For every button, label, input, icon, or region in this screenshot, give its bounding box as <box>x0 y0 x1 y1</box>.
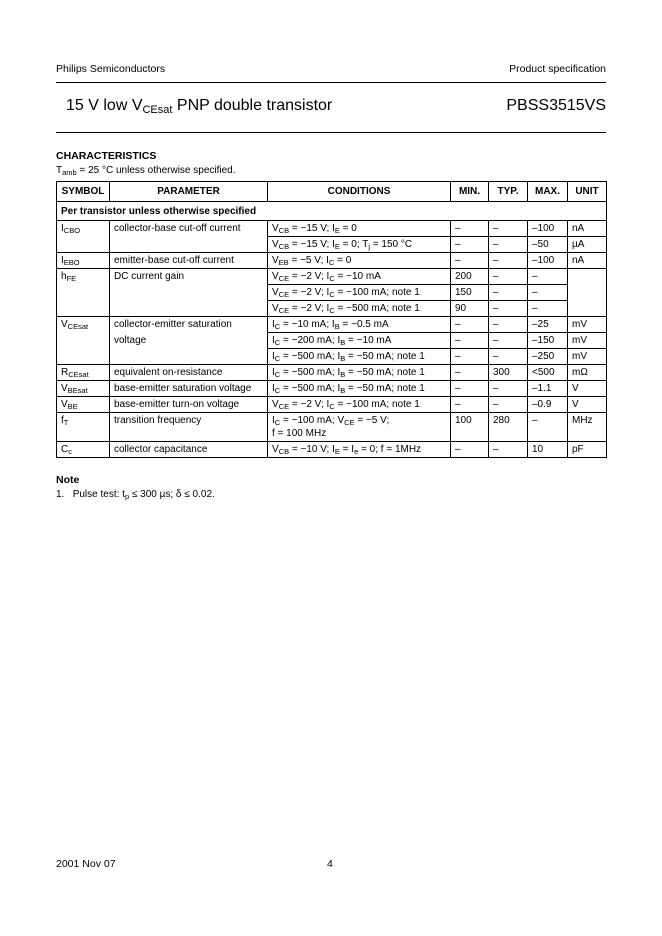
typ-cell: – <box>489 397 528 413</box>
conditions-cell: $V_{CB} = -10$ V; $I_E = I_e = 0$; f = 1MHz <box>268 442 451 458</box>
conditions-cell: $V_{CE} = -2$ V; $I_C = -100$ mA; note 1 <box>268 285 451 301</box>
title-prefix: 15 V low V <box>66 97 143 114</box>
conditions-cell: $V_{CB} = -15$ V; $I_E = 0$; $T_j = 150$ °C <box>268 237 451 253</box>
typ-cell: – <box>489 442 528 458</box>
unit-cell: nA <box>568 253 607 269</box>
typ-cell: – <box>489 237 528 253</box>
col-parameter: PARAMETER <box>110 182 268 202</box>
unit-cell: pF <box>568 442 607 458</box>
col-typ: TYP. <box>489 182 528 202</box>
min-cell: – <box>451 317 489 333</box>
title-suffix: PNP double transistor <box>172 97 333 114</box>
max-cell: – <box>528 413 568 442</box>
typ-cell: – <box>489 221 528 237</box>
symbol-cell: $C_c$ <box>57 442 110 458</box>
unit-cell: mV <box>568 333 607 349</box>
conditions-cell: $I_C = -10$ mA; $I_B = -0.5$ mA <box>268 317 451 333</box>
max-cell: –0.9 <box>528 397 568 413</box>
min-cell: – <box>451 349 489 365</box>
table-subheader-row <box>57 202 607 221</box>
col-conditions: CONDITIONS <box>268 182 451 202</box>
symbol-cell: $R_{CEsat}$ <box>57 365 110 381</box>
table-row <box>57 221 607 237</box>
typ-cell: – <box>489 253 528 269</box>
table-row <box>57 349 607 365</box>
symbol-cell: $V_{BEsat}$ <box>57 381 110 397</box>
conditions-cell: $I_C = -500$ mA; $I_B = -50$ mA; note 1 <box>268 365 451 381</box>
conditions-cell: $V_{EB} = -5$ V; $I_C = 0$ <box>268 253 451 269</box>
max-cell: –50 <box>528 237 568 253</box>
parameter-cell: collector-emitter saturation <box>110 317 268 333</box>
title-rule <box>56 132 606 133</box>
min-cell: – <box>451 333 489 349</box>
conditions-cell: $I_C = -500$ mA; $I_B = -50$ mA; note 1 <box>268 381 451 397</box>
max-cell: –1.1 <box>528 381 568 397</box>
table-row <box>57 317 607 333</box>
symbol-cell: $f_T$ <box>57 413 110 442</box>
header-company: Philips Semiconductors <box>56 63 166 75</box>
conditions-cell: $V_{CE} = -2$ V; $I_C = -500$ mA; note 1 <box>268 301 451 317</box>
parameter-cell: equivalent on-resistance <box>110 365 268 381</box>
max-cell: –250 <box>528 349 568 365</box>
conditions-cell: $V_{CE} = -2$ V; $I_C = -100$ mA; note 1 <box>268 397 451 413</box>
unit-cell: nA <box>568 221 607 237</box>
unit-cell <box>568 285 607 301</box>
table-row <box>57 333 607 349</box>
min-cell: – <box>451 221 489 237</box>
unit-cell: mΩ <box>568 365 607 381</box>
header-rule <box>56 82 606 83</box>
min-cell: – <box>451 237 489 253</box>
symbol-cell: $V_{BE}$ <box>57 397 110 413</box>
unit-cell: mV <box>568 349 607 365</box>
table-row <box>57 269 607 285</box>
typ-cell: – <box>489 269 528 285</box>
conditions-cell: $V_{CB} = -15$ V; $I_E = 0$ <box>268 221 451 237</box>
table-header-row <box>57 182 607 202</box>
table-row <box>57 237 607 253</box>
unit-cell <box>568 269 607 285</box>
section-conditions: $T_{amb} = 25$ °C unless otherwise specified. <box>56 165 236 177</box>
table-row <box>57 365 607 381</box>
min-cell: 150 <box>451 285 489 301</box>
max-cell: –150 <box>528 333 568 349</box>
table-row <box>57 442 607 458</box>
min-cell: – <box>451 397 489 413</box>
page-title <box>66 97 332 115</box>
unit-cell: MHz <box>568 413 607 442</box>
unit-cell: V <box>568 381 607 397</box>
symbol-cell: $V_{CEsat}$ <box>57 317 110 333</box>
table-row <box>57 285 607 301</box>
note-text: 1. Pulse test: $t_p \le 300$ µs; δ ≤ 0.02. <box>56 489 215 501</box>
unit-cell: mV <box>568 317 607 333</box>
max-cell: –100 <box>528 253 568 269</box>
title-sub: CEsat <box>142 104 173 116</box>
typ-cell: 280 <box>489 413 528 442</box>
parameter-cell: DC current gain <box>110 269 268 285</box>
unit-cell <box>568 301 607 317</box>
footer-date: 2001 Nov 07 <box>56 858 116 870</box>
min-cell: – <box>451 253 489 269</box>
parameter-cell: collector-base cut-off current <box>110 221 268 237</box>
typ-cell: – <box>489 349 528 365</box>
table-row <box>57 397 607 413</box>
col-min: MIN. <box>451 182 489 202</box>
subheader-cell: Per transistor unless otherwise specified <box>57 202 607 221</box>
conditions-cell: $I_C = -500$ mA; $I_B = -50$ mA; note 1 <box>268 349 451 365</box>
table-row <box>57 253 607 269</box>
table-row <box>57 413 607 442</box>
parameter-cell: transition frequency <box>110 413 268 442</box>
table-row <box>57 381 607 397</box>
conditions-cell: $I_C = -200$ mA; $I_B = -10$ mA <box>268 333 451 349</box>
min-cell: – <box>451 365 489 381</box>
col-unit: UNIT <box>568 182 607 202</box>
max-cell: – <box>528 301 568 317</box>
conditions-cell: $I_C = -100$ mA; $V_{CE} = -5$ V; f = 100 MHz <box>268 413 451 442</box>
section-heading: CHARACTERISTICS <box>56 150 157 162</box>
part-number: PBSS3515VS <box>506 97 606 114</box>
max-cell: –25 <box>528 317 568 333</box>
min-cell: 90 <box>451 301 489 317</box>
col-symbol: SYMBOL <box>57 182 110 202</box>
parameter-cell: collector capacitance <box>110 442 268 458</box>
header-doctype: Product specification <box>509 63 606 75</box>
typ-cell: 300 <box>489 365 528 381</box>
typ-cell: – <box>489 333 528 349</box>
conditions-cell: $V_{CE} = -2$ V; $I_C = -10$ mA <box>268 269 451 285</box>
parameter-cell: emitter-base cut-off current <box>110 253 268 269</box>
min-cell: 200 <box>451 269 489 285</box>
note-heading: Note <box>56 474 80 486</box>
table-row <box>57 301 607 317</box>
typ-cell: – <box>489 317 528 333</box>
max-cell: 10 <box>528 442 568 458</box>
min-cell: 100 <box>451 413 489 442</box>
max-cell: <500 <box>528 365 568 381</box>
footer-page-number: 4 <box>327 858 333 870</box>
max-cell: –100 <box>528 221 568 237</box>
typ-cell: – <box>489 285 528 301</box>
unit-cell: V <box>568 397 607 413</box>
symbol-cell: $I_{EBO}$ <box>57 253 110 269</box>
parameter-cell: voltage <box>110 333 268 349</box>
symbol-cell: $I_{CBO}$ <box>57 221 110 237</box>
col-max: MAX. <box>528 182 568 202</box>
min-cell: – <box>451 381 489 397</box>
min-cell: – <box>451 442 489 458</box>
typ-cell: – <box>489 381 528 397</box>
characteristics-table <box>56 181 607 458</box>
parameter-cell: base-emitter turn-on voltage <box>110 397 268 413</box>
unit-cell: µA <box>568 237 607 253</box>
max-cell: – <box>528 269 568 285</box>
typ-cell: – <box>489 301 528 317</box>
symbol-cell: $h_{FE}$ <box>57 269 110 285</box>
max-cell: – <box>528 285 568 301</box>
parameter-cell: base-emitter saturation voltage <box>110 381 268 397</box>
